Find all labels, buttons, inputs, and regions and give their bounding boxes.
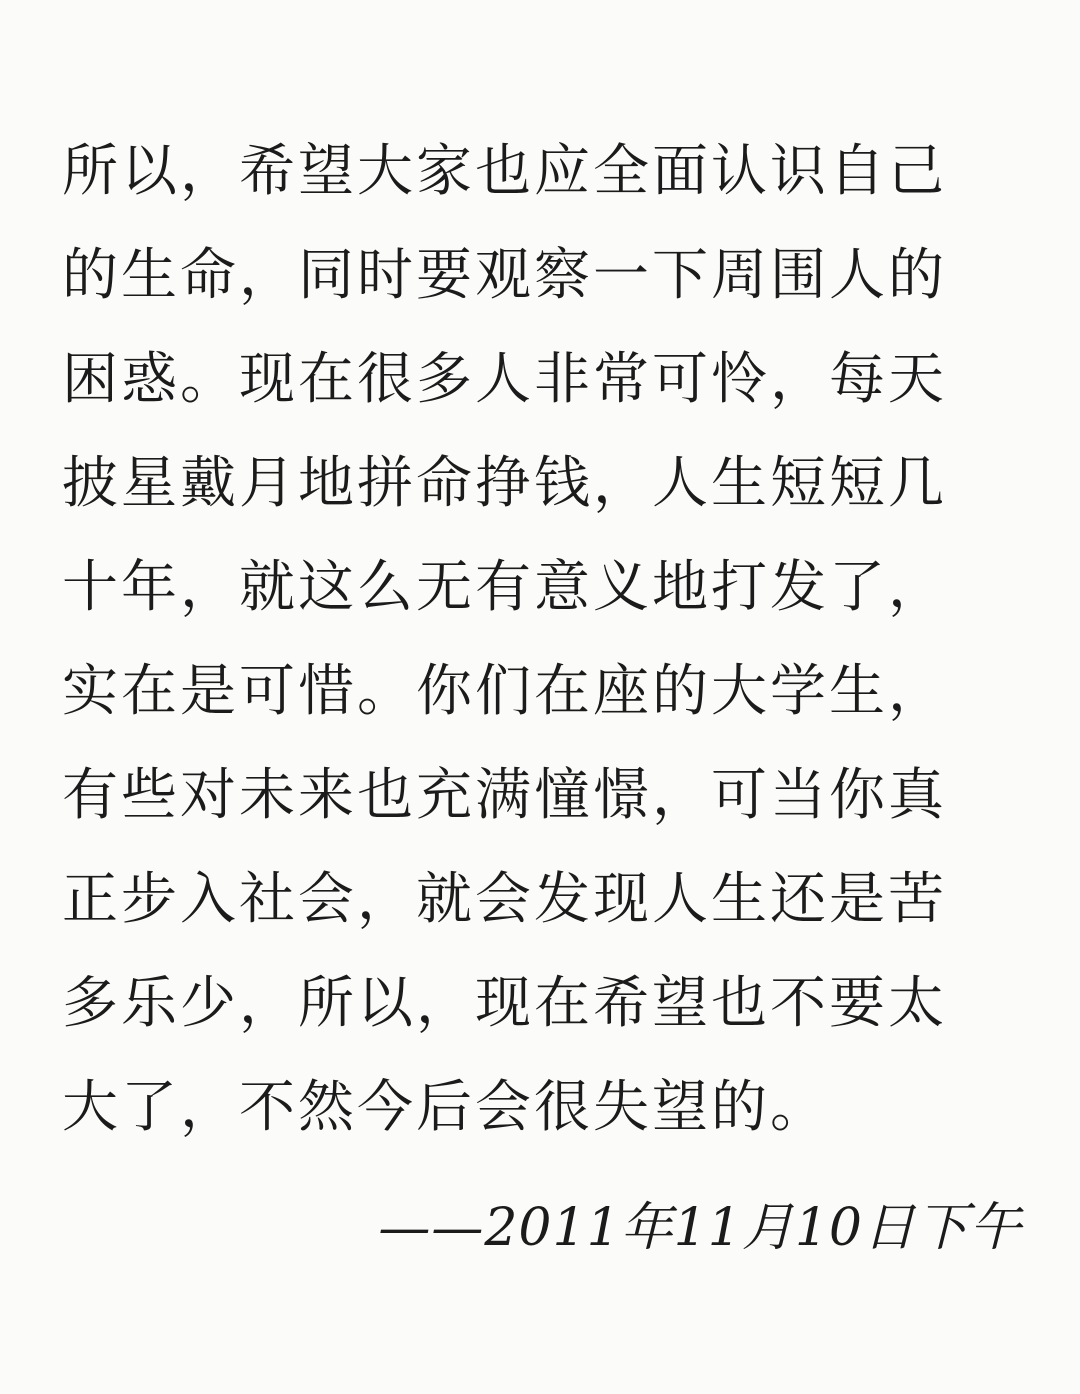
text-line: 的生命，同时要观察一下周围人的 [62, 243, 947, 308]
date-signature: ——2011年11月10日下午 [378, 1198, 1022, 1258]
text-line: 大了，不然今后会很失望的。 [62, 1075, 829, 1140]
text-line: 所以，希望大家也应全面认识自己 [62, 139, 947, 204]
text-line: 十年，就这么无有意义地打发了， [62, 555, 947, 620]
text-line: 披星戴月地拼命挣钱，人生短短几 [62, 451, 947, 516]
text-line: 实在是可惜。你们在座的大学生， [62, 659, 947, 724]
text-line: 困惑。现在很多人非常可怜，每天 [62, 347, 947, 412]
text-line: 正步入社会，就会发现人生还是苦 [62, 867, 947, 932]
text-line: 有些对未来也充满憧憬，可当你真 [62, 763, 947, 828]
text-line: 多乐少，所以，现在希望也不要太 [62, 971, 947, 1036]
paragraph [62, 120, 1022, 1160]
